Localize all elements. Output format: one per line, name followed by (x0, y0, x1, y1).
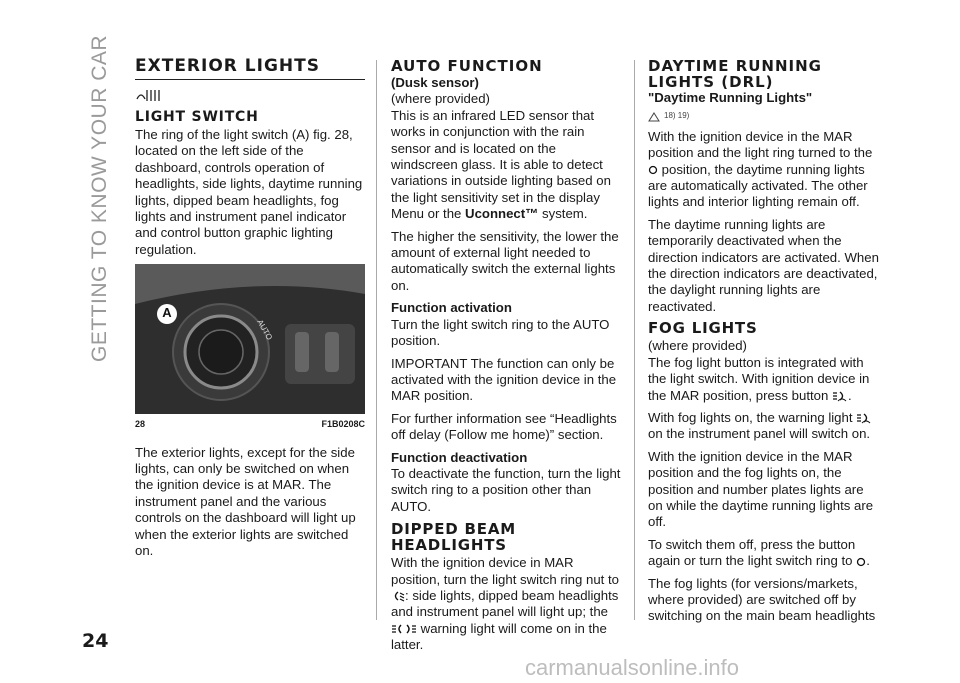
manual-icons (135, 86, 365, 106)
fog-paragraph-5: The fog lights (for versions/markets, where provided) are switched off by switching on the main beam headlights (648, 575, 876, 624)
function-activation-heading: Function activation (391, 300, 512, 316)
where-provided-note-fog: (where provided) (648, 338, 747, 354)
fog-paragraph-4: To switch them off, press the button again or turn the light switch ring to . (648, 536, 870, 569)
light-switch-heading: LIGHT SWITCH (135, 109, 259, 125)
callout-a: A (162, 305, 172, 321)
ring-off-position-icon (856, 557, 866, 567)
dipped-beam-symbol-icon (391, 590, 405, 602)
auto-paragraph-1: This is an infrared LED sensor that works in conjunction with the rain sensor and is located on the windscreen glass. It is able to detect variations in outside lighting based on the light sensitivity set in the display Menu or the Uconnect™ system. (391, 107, 611, 222)
drl-heading: DAYTIME RUNNING LIGHTS (DRL) (648, 57, 822, 91)
uconnect-label: Uconnect™ (465, 206, 539, 222)
section-title-block (135, 58, 365, 80)
light-switch-text: The ring of the light switch (A) fig. 28, located on the left side of the dashboard, controls operation of headlights, side lights, daytime running lights, dipped beam headlights, fog lights and instrument panel indicator and control button graphic lighting regulation. (135, 127, 363, 257)
where-provided-note: (where provided) (391, 91, 490, 107)
dipped-beam-heading: DIPPED BEAM HEADLIGHTS (391, 520, 516, 555)
column-1 (135, 58, 365, 566)
drl-paragraph-1: With the ignition device in the MAR position and the light ring turned to the position, the daytime running lights are automatically activated. The other lights and interior lighting remain off. (648, 128, 873, 210)
fog-light-button-icon (832, 390, 848, 402)
column-2 (391, 58, 623, 660)
column-3 (648, 58, 880, 631)
deactivation-paragraph: To deactivate the function, turn the light switch ring to a position other than AUTO. (391, 465, 621, 514)
light-switch-photo (135, 264, 365, 414)
warning-triangle-icon (648, 112, 660, 122)
column-divider-2 (634, 60, 635, 620)
chapter-sidebar (80, 34, 111, 362)
activation-paragraph-3: For further information see “Headlights off delay (Follow me home)” section. (391, 410, 617, 443)
figure-number: 28 (135, 419, 146, 430)
fog-warning-light-icon (856, 412, 872, 424)
dipped-beam-paragraph: With the ignition device in MAR position, turn the light switch ring nut to : side lights, dipped beam headlights and instrument panel will light up; the warning light will come on in the latter. (391, 555, 619, 653)
ring-off-position-icon (648, 165, 658, 175)
chapter-title: GETTING TO KNOW YOUR CAR (88, 34, 111, 362)
section-title: EXTERIOR LIGHTS (135, 56, 320, 76)
dusk-sensor-subheading: (Dusk sensor) (391, 75, 479, 90)
activation-paragraph-1: Turn the light switch ring to the AUTO position. (391, 316, 610, 349)
fog-paragraph-1: The fog light button is integrated with the light switch. With ignition device in the MAR position, press button . (648, 354, 870, 403)
drl-paragraph-2: The daytime running lights are temporarily deactivated when the direction indicators are activated. When the direction indicators are deactivated, the daylight running lights are reactivated. (648, 216, 879, 314)
fog-paragraph-2: With fog lights on, the warning light on the instrument panel will switch on. (648, 410, 880, 443)
fog-lights-heading: FOG LIGHTS (648, 319, 758, 338)
function-deactivation-heading: Function deactivation (391, 449, 528, 465)
book-lights-icon (135, 87, 161, 103)
fog-paragraph-3: With the ignition device in the MAR position and the fog lights on, the position and number plates lights are on while the daytime running lights are off. (648, 448, 874, 530)
figure-caption (135, 416, 365, 432)
drl-subheading: "Daytime Running Lights" (648, 90, 813, 105)
dipped-beam-warning-icon (391, 623, 417, 635)
figure-code: F1B0208C (321, 419, 365, 430)
auto-label: AUTO (255, 318, 275, 342)
exterior-lights-text: The exterior lights, except for the side lights, can only be switched on when the ignition device is at MAR. The instrument panel and the various controls on the dashboard will light up when the exterior lights are switched on. (135, 444, 356, 559)
light-switch-figure (135, 264, 365, 414)
activation-paragraph-2: IMPORTANT The function can only be activated with the ignition device in the MAR position. (391, 355, 617, 404)
auto-paragraph-2: The higher the sensitivity, the lower the amount of external light needed to automatically switch the external lights on. (391, 228, 619, 293)
page-number: 24 (82, 630, 109, 652)
drl-warning-refs: 18) 19) (648, 108, 880, 124)
auto-function-heading: AUTO FUNCTION (391, 57, 543, 75)
watermark-link[interactable]: carmanualsonline.info (525, 655, 740, 680)
column-divider-1 (376, 60, 377, 620)
